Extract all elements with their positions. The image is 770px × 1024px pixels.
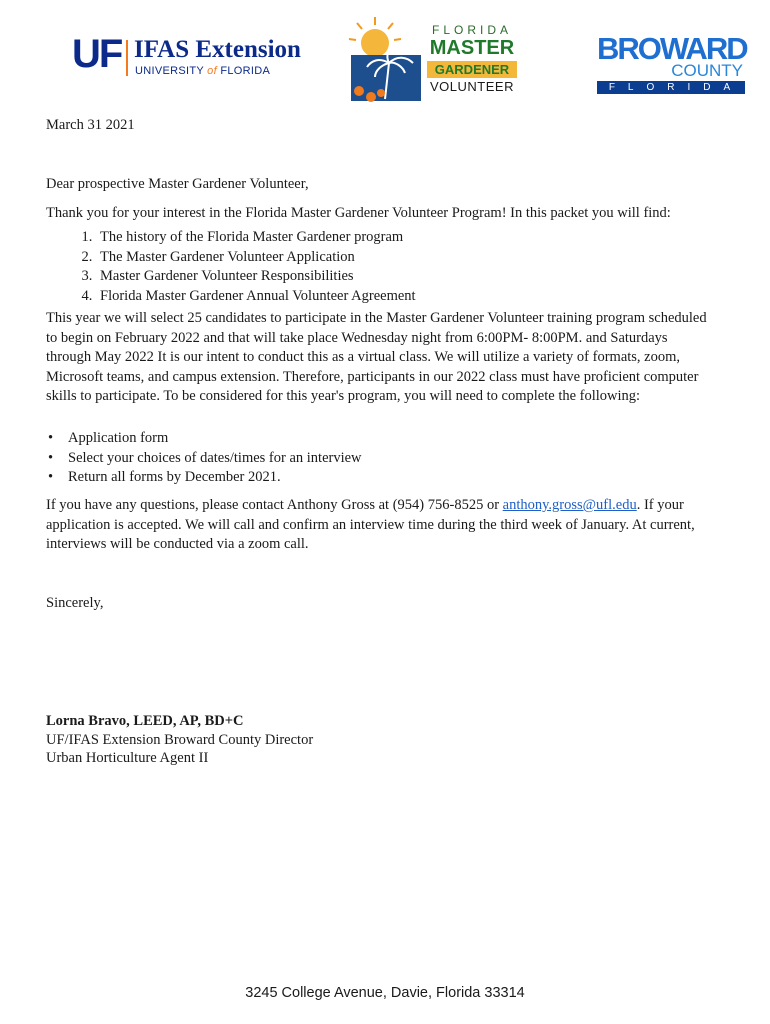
- packet-items-list: [46, 228, 416, 306]
- signature-title: UF/IFAS Extension Broward County Director: [46, 732, 314, 748]
- list-item: 4. Florida Master Gardener Annual Volunteer Agreement: [96, 287, 416, 307]
- contact-email-link[interactable]: anthony.gross@ufl.edu: [502, 497, 637, 513]
- broward-logo-title: BROWARD: [597, 31, 747, 66]
- letter-date: March 31 2021: [46, 117, 135, 133]
- list-item: 2. The Master Gardener Volunteer Application: [96, 248, 416, 268]
- uf-sub-of: of: [207, 65, 217, 77]
- broward-logo-county: COUNTY: [671, 61, 743, 80]
- list-item: 1. The history of the Florida Master Gardener program: [96, 228, 416, 248]
- letter-greeting: Dear prospective Master Gardener Volunteer,: [46, 176, 309, 192]
- letter-closing: Sincerely,: [46, 595, 104, 611]
- uf-ifas-extension-logo: [72, 32, 324, 80]
- uf-logo-title: IFAS Extension: [134, 36, 301, 63]
- broward-logo-florida-bar: FLORIDA: [597, 81, 745, 94]
- contact-paragraph: [46, 496, 716, 555]
- signature-role: Urban Horticulture Agent II: [46, 750, 209, 766]
- program-paragraph: This year we will select 25 candidates to participate in the Master Gardener Volunteer training program scheduled to begin on February 2022 and that will take place Wednesday night from 6:00PM- 8:00PM. and Saturdays through May 2022 It is our intent to conduct this as a virtual class. We will utilize a variety of formats, zoom, Microsoft teams, and campus extension. Therefore, participants in our 2022 class must have proficient computer skills to participate. To be considered for this year's program, you will need to complete the following:: [46, 310, 707, 404]
- list-item: • Select your choices of dates/times for an interview: [68, 449, 362, 469]
- uf-sub-pre: UNIVERSITY: [135, 65, 204, 77]
- sun-palm-icon: [345, 15, 435, 105]
- fmg-logo-florida: FLORIDA: [431, 23, 512, 37]
- contact-text-before: If you have any questions, please contact Anthony Gross at (954) 756-8525 or: [46, 497, 503, 513]
- uf-logo-mark: UF: [72, 32, 122, 76]
- signature-name: Lorna Bravo, LEED, AP, BD+C: [46, 713, 244, 729]
- list-item: • Return all forms by December 2021.: [68, 468, 362, 488]
- broward-county-logo: [597, 33, 745, 95]
- uf-sub-post: FLORIDA: [220, 65, 271, 77]
- letter-intro: Thank you for your interest in the Florida Master Gardener Volunteer Program! In this packet you will find:: [46, 205, 671, 221]
- list-item: 3. Master Gardener Volunteer Responsibilities: [96, 267, 416, 287]
- fmg-logo-volunteer: VOLUNTEER: [430, 79, 514, 94]
- fmg-logo-master: MASTER: [429, 37, 515, 59]
- list-item: • Application form: [68, 429, 362, 449]
- footer-address: 3245 College Avenue, Davie, Florida 33314: [245, 985, 525, 1001]
- requirements-list: [46, 429, 362, 488]
- uf-logo-divider: [126, 40, 128, 76]
- uf-logo-subtitle: [135, 65, 270, 77]
- contact-text-after: . If your application is accepted. We will call and confirm an interview time during the third week of January. At current, interviews will be conducted via a zoom call.: [46, 497, 695, 552]
- florida-master-gardener-logo: [345, 15, 520, 105]
- fmg-logo-gardener: GARDENER: [427, 61, 517, 78]
